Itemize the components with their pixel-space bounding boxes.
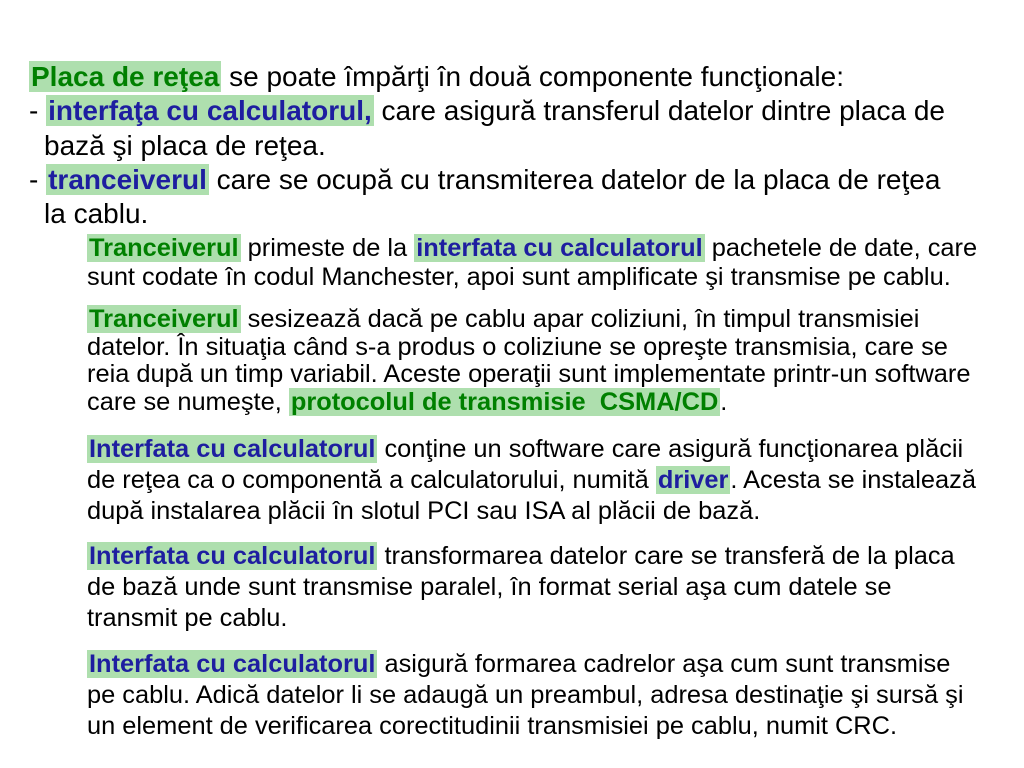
highlight-term: interfata cu calculatorul: [416, 234, 703, 262]
body-text: care se numeşte,: [87, 388, 289, 417]
body-text: care se ocupă cu transmiterea datelor de la placa de reţea: [208, 163, 941, 195]
paragraph-line: datelor. În situaţia când s-a produs o coliziune se opreşte transmisia, care se: [87, 332, 948, 361]
highlight-term: Tranceiverul: [89, 234, 239, 262]
note-paragraph-transceiver-collisions: [87, 306, 970, 417]
body-text: care asigură transferul datelor dintre placa de: [373, 95, 945, 127]
note-paragraph-interface-driver: [87, 434, 976, 527]
highlight-term: Interfata cu calculatorul: [89, 434, 376, 463]
body-text: de reţea ca o componentă a calculatorului, numită: [87, 465, 656, 494]
paragraph-line: pe cablu. Adică datelor li se adaugă un preambul, adresa destinaţie şi sursă şi: [87, 680, 964, 709]
intro-heading-line: [29, 60, 945, 94]
paragraph-line: [87, 541, 955, 572]
paragraph-line: [87, 234, 977, 263]
highlight-term: Tranceiverul: [89, 305, 239, 333]
body-text: transformarea datelor care se transferă de la placa: [377, 541, 955, 570]
highlight-term: driver: [657, 465, 729, 494]
paragraph-line: [87, 306, 970, 334]
note-paragraph-interface-serial: [87, 541, 955, 634]
paragraph-line: [87, 434, 976, 465]
highlight-term: interfaţa cu calculatorul,: [48, 95, 372, 127]
paragraph-line: un element de verificarea corectitudinii transmisiei pe cablu, numit CRC.: [87, 711, 898, 740]
highlight-term: Interfata cu calculatorul: [89, 649, 376, 678]
dash-item-transceiver-line: [29, 163, 945, 197]
bullet-dash: -: [29, 163, 47, 195]
note-paragraph-interface-frames: [87, 649, 964, 742]
paragraph-line: [87, 465, 976, 496]
body-text: pachetele de date, care: [704, 234, 978, 262]
body-text: sesizează dacă pe cablu apar coliziuni, în timpul transmisiei: [240, 305, 920, 333]
bullet-dash: -: [29, 95, 47, 127]
paragraph-line: transmit pe cablu.: [87, 603, 288, 632]
paragraph-line: după instalarea plăcii în slotul PCI sau ISA al plăcii de bază.: [87, 496, 761, 525]
body-text: se poate împărţi în două componente funcţionale:: [221, 61, 844, 92]
paragraph-line: [87, 389, 970, 417]
note-paragraph-transceiver-receives: [87, 234, 977, 291]
paragraph-line: de bază unde sunt transmise paralel, în format serial aşa cum datele se: [87, 572, 892, 601]
paragraph-line: [87, 649, 964, 680]
highlight-term: Interfata cu calculatorul: [89, 541, 376, 570]
body-text: .: [720, 388, 728, 417]
body-text: asigură formarea cadrelor aşa cum sunt transmise: [377, 649, 951, 678]
paragraph-line: sunt codate în codul Manchester, apoi sunt amplificate şi transmise pe cablu.: [87, 262, 951, 291]
highlight-term: Placa de reţea: [31, 61, 220, 92]
continuation-line: la cablu.: [44, 198, 149, 230]
highlight-term: protocolul de transmisie CSMA/CD: [290, 388, 719, 417]
body-text: primeste de la: [240, 234, 415, 262]
body-text: conţine un software care asigură funcţionarea plăcii: [377, 434, 964, 463]
dash-item-interface-line: [29, 94, 945, 128]
highlight-term: tranceiverul: [48, 163, 207, 195]
body-text: . Acesta se instalează: [730, 465, 976, 494]
intro-block: [29, 60, 945, 231]
paragraph-line: reia după un timp variabil. Aceste operaţii sunt implementate printr-un software: [87, 360, 971, 389]
continuation-line: bază şi placa de reţea.: [44, 129, 326, 161]
